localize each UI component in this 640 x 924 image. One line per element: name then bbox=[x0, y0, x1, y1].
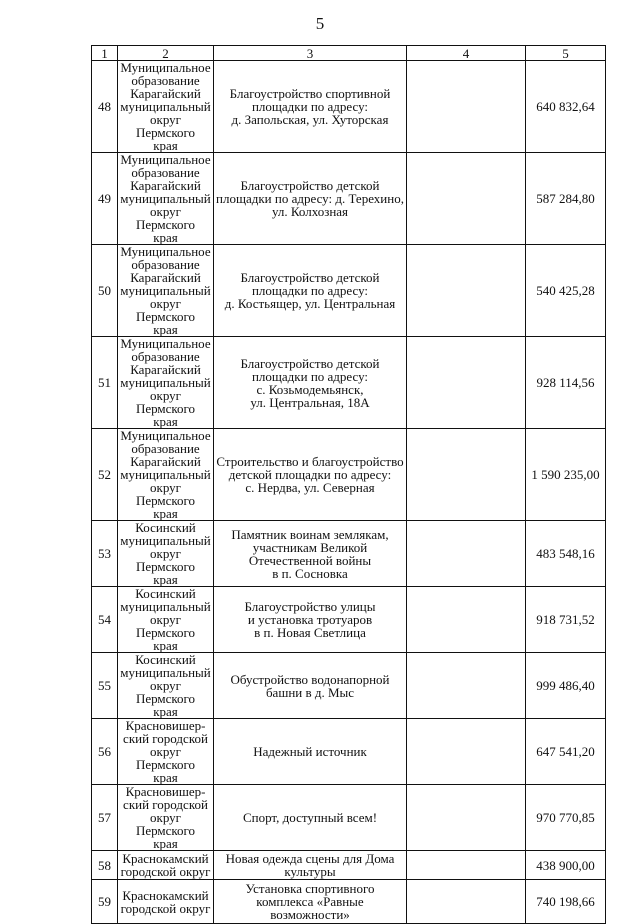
amount-cell bbox=[526, 337, 606, 429]
project-cell bbox=[214, 880, 407, 924]
project-cell bbox=[214, 245, 407, 337]
column-4-cell bbox=[407, 880, 526, 924]
organization-cell-text: Муниципальное образование Карагайский муниципальный округ Пермского края bbox=[120, 244, 211, 337]
amount-cell bbox=[526, 719, 606, 785]
row-number-cell bbox=[92, 337, 118, 429]
project-cell-text: Благоустройство спортивной площадки по адресу: д. Запольская, ул. Хуторская bbox=[229, 86, 391, 127]
project-cell-text: Новая одежда сцены для Дома культуры bbox=[225, 851, 395, 879]
header-row bbox=[92, 46, 606, 61]
table-row bbox=[92, 61, 606, 153]
organization-cell-text: Муниципальное образование Карагайский муниципальный округ Пермского края bbox=[120, 428, 211, 521]
project-cell-text: Надежный источник bbox=[253, 744, 367, 759]
table-row bbox=[92, 851, 606, 880]
column-4-cell bbox=[407, 337, 526, 429]
organization-cell-text: Краснокамский городской округ bbox=[120, 887, 211, 916]
column-4-cell bbox=[407, 587, 526, 653]
column-4-cell bbox=[407, 719, 526, 785]
amount-cell-text: 438 900,00 bbox=[536, 857, 595, 873]
project-cell bbox=[214, 61, 407, 153]
amount-cell bbox=[526, 653, 606, 719]
amount-cell-text: 587 284,80 bbox=[536, 191, 595, 206]
organization-cell bbox=[118, 337, 214, 429]
row-number-cell-text: 56 bbox=[98, 744, 111, 759]
organization-cell bbox=[118, 851, 214, 880]
row-number-cell-text: 59 bbox=[98, 894, 111, 909]
amount-cell-text: 740 198,66 bbox=[536, 894, 595, 909]
organization-cell-text: Краснокамский городской округ bbox=[120, 851, 211, 879]
row-number-cell bbox=[92, 521, 118, 587]
amount-cell-text: 1 590 235,00 bbox=[531, 467, 600, 482]
organization-cell bbox=[118, 719, 214, 785]
organization-cell bbox=[118, 429, 214, 521]
project-cell bbox=[214, 429, 407, 521]
row-number-cell-text: 50 bbox=[98, 283, 111, 298]
row-number-cell-text: 51 bbox=[98, 375, 111, 390]
organization-cell-text: Косинский муниципальный округ Пермского края bbox=[120, 520, 211, 587]
row-number-cell bbox=[92, 653, 118, 719]
project-cell bbox=[214, 653, 407, 719]
row-number-cell bbox=[92, 153, 118, 245]
header-cell: 2 bbox=[118, 46, 214, 61]
header-cell: 1 bbox=[92, 46, 118, 61]
project-cell-text: Благоустройство улицы и установка тротуаров в п. Новая Светлица bbox=[244, 599, 376, 640]
table-row bbox=[92, 587, 606, 653]
project-cell bbox=[214, 851, 407, 880]
row-number-cell-text: 52 bbox=[98, 467, 111, 482]
column-4-cell bbox=[407, 653, 526, 719]
project-cell bbox=[214, 587, 407, 653]
amount-cell bbox=[526, 880, 606, 924]
project-cell-text: Строительство и благоустройство детской площадки по адресу: с. Нердва, ул. Северная bbox=[216, 454, 404, 495]
organization-cell bbox=[118, 61, 214, 153]
amount-cell bbox=[526, 429, 606, 521]
project-cell-text: Памятник воинам землякам, участникам Великой Отечественной войны в п. Сосновка bbox=[231, 526, 389, 581]
amount-cell-text: 999 486,40 bbox=[536, 678, 595, 693]
header-cell: 3 bbox=[214, 46, 407, 61]
amount-cell-text: 918 731,52 bbox=[536, 612, 595, 627]
column-4-cell bbox=[407, 153, 526, 245]
row-number-cell bbox=[92, 429, 118, 521]
project-cell bbox=[214, 785, 407, 851]
row-number-cell bbox=[92, 587, 118, 653]
header-cell: 4 bbox=[407, 46, 526, 61]
project-cell-text: Обустройство водонапорной башни в д. Мыс bbox=[230, 671, 390, 700]
project-cell bbox=[214, 153, 407, 245]
project-cell bbox=[214, 719, 407, 785]
table-row bbox=[92, 785, 606, 851]
row-number-cell-text: 53 bbox=[98, 546, 111, 561]
table-row bbox=[92, 429, 606, 521]
organization-cell-text: Косинский муниципальный округ Пермского края bbox=[120, 652, 211, 719]
amount-cell bbox=[526, 61, 606, 153]
row-number-cell bbox=[92, 880, 118, 924]
amount-cell-text: 640 832,64 bbox=[536, 99, 595, 114]
column-4-cell bbox=[407, 785, 526, 851]
table-row bbox=[92, 880, 606, 924]
organization-cell bbox=[118, 785, 214, 851]
amount-cell-text: 540 425,28 bbox=[536, 283, 595, 298]
column-4-cell bbox=[407, 521, 526, 587]
project-cell-text: Благоустройство детской площадки по адресу: д. Терехино, ул. Колхозная bbox=[216, 178, 404, 219]
row-number-cell-text: 58 bbox=[98, 857, 111, 873]
table-row bbox=[92, 337, 606, 429]
row-number-cell-text: 57 bbox=[98, 810, 111, 825]
organization-cell bbox=[118, 653, 214, 719]
project-cell bbox=[214, 521, 407, 587]
row-number-cell bbox=[92, 719, 118, 785]
amount-cell bbox=[526, 851, 606, 880]
row-number-cell-text: 49 bbox=[98, 191, 111, 206]
column-4-cell bbox=[407, 61, 526, 153]
row-number-cell bbox=[92, 785, 118, 851]
organization-cell-text: Муниципальное образование Карагайский муниципальный округ Пермского края bbox=[120, 60, 211, 153]
column-4-cell bbox=[407, 429, 526, 521]
row-number-cell bbox=[92, 245, 118, 337]
organization-cell-text: Красновишер- ский городской округ Пермского края bbox=[123, 784, 208, 851]
amount-cell bbox=[526, 245, 606, 337]
amount-cell-text: 483 548,16 bbox=[536, 546, 595, 561]
table-row bbox=[92, 153, 606, 245]
organization-cell bbox=[118, 153, 214, 245]
amount-cell bbox=[526, 785, 606, 851]
amount-cell bbox=[526, 587, 606, 653]
header-cell: 5 bbox=[526, 46, 606, 61]
organization-cell bbox=[118, 587, 214, 653]
organization-cell bbox=[118, 245, 214, 337]
project-cell-text: Благоустройство детской площадки по адресу: д. Костьящер, ул. Центральная bbox=[224, 270, 396, 311]
amount-cell bbox=[526, 153, 606, 245]
project-cell-text: Благоустройство детской площадки по адресу: с. Козьмодемьянск, ул. Центральная, 18А bbox=[240, 355, 380, 410]
organization-cell-text: Красновишер- ский городской округ Пермского края bbox=[123, 718, 208, 785]
organization-cell bbox=[118, 880, 214, 924]
row-number-cell-text: 55 bbox=[98, 678, 111, 693]
row-number-cell bbox=[92, 851, 118, 880]
table-row bbox=[92, 245, 606, 337]
row-number-cell-text: 54 bbox=[98, 612, 111, 627]
organization-cell-text: Муниципальное образование Карагайский муниципальный округ Пермского края bbox=[120, 152, 211, 245]
page-number: 5 bbox=[315, 14, 325, 33]
column-4-cell bbox=[407, 245, 526, 337]
organization-cell-text: Муниципальное образование Карагайский муниципальный округ Пермского края bbox=[120, 336, 211, 429]
table-row bbox=[92, 521, 606, 587]
project-cell-text: Установка спортивного комплекса «Равные возможности» bbox=[245, 881, 375, 922]
row-number-cell-text: 48 bbox=[98, 99, 111, 114]
table-row bbox=[92, 719, 606, 785]
project-cell bbox=[214, 337, 407, 429]
amount-cell-text: 928 114,56 bbox=[536, 375, 595, 390]
grants-table bbox=[91, 45, 606, 924]
row-number-cell bbox=[92, 61, 118, 153]
amount-cell-text: 647 541,20 bbox=[536, 744, 595, 759]
organization-cell bbox=[118, 521, 214, 587]
amount-cell-text: 970 770,85 bbox=[536, 810, 595, 825]
amount-cell bbox=[526, 521, 606, 587]
organization-cell-text: Косинский муниципальный округ Пермского края bbox=[120, 586, 211, 653]
project-cell-text: Спорт, доступный всем! bbox=[242, 810, 378, 825]
column-4-cell bbox=[407, 851, 526, 880]
table-row bbox=[92, 653, 606, 719]
